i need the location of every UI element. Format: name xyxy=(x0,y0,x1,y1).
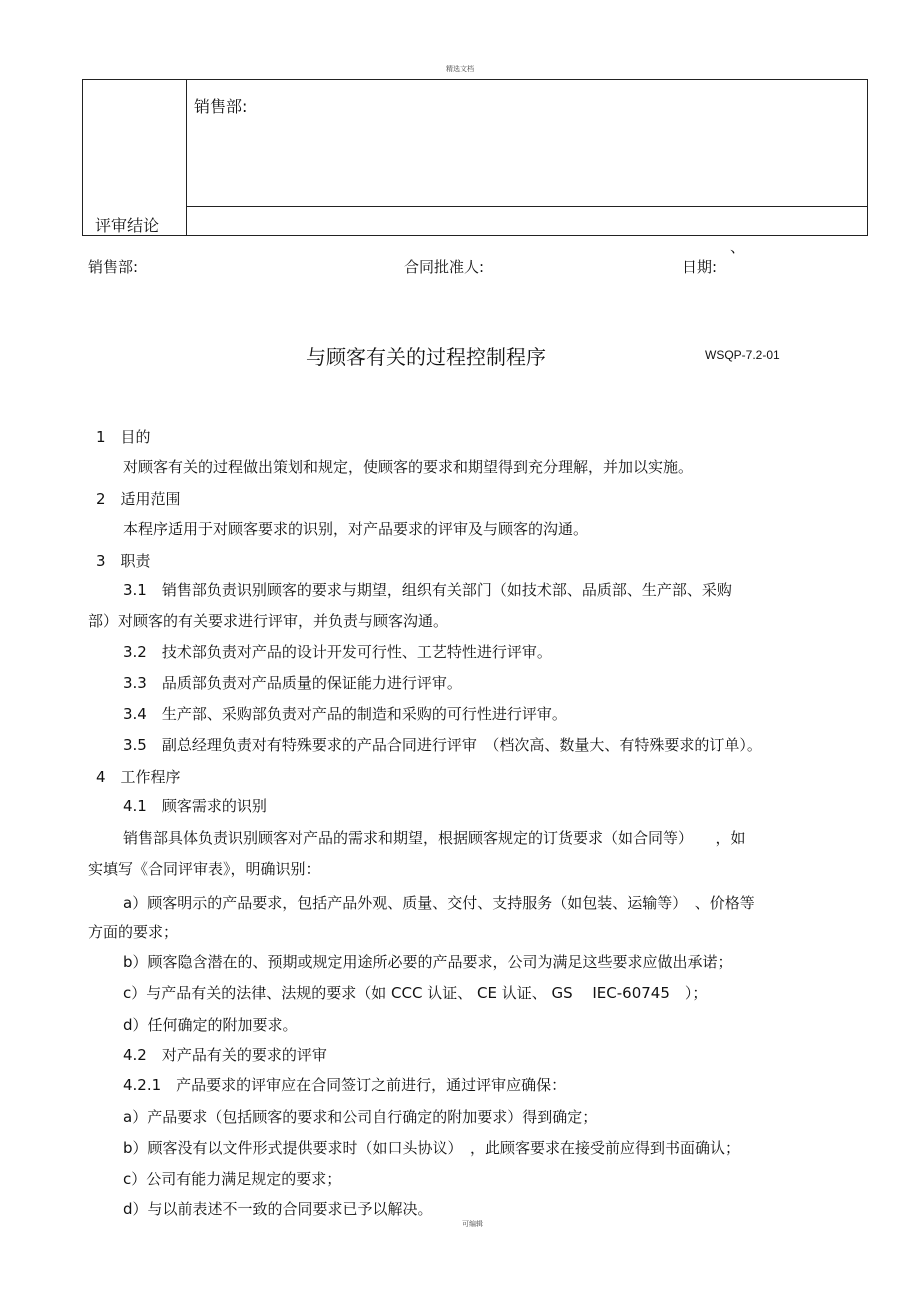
contract-approver-signature: 合同批准人: xyxy=(404,258,485,276)
page-title: 与顾客有关的过程控制程序 xyxy=(306,345,546,369)
subsection-heading: 4.2 对产品有关的要求的评审 xyxy=(123,1046,327,1064)
paragraph-line: 销售部具体负责识别顾客对产品的需求和期望，根据顾客规定的订货要求（如合同等） ，如 xyxy=(123,829,746,847)
sales-dept-signature: 销售部: xyxy=(88,258,139,276)
paragraph-line: 4.2.1 产品要求的评审应在合同签订之前进行，通过评审应确保： xyxy=(123,1076,567,1094)
list-item: a）顾客明示的产品要求，包括产品外观、质量、交付、支持服务（如包装、运输等） 、价格等 xyxy=(123,894,755,912)
punctuation-mark: 、 xyxy=(730,238,746,256)
list-item: a）产品要求（包括顾客的要求和公司自行确定的附加要求）得到确定； xyxy=(123,1108,598,1126)
list-item: b）顾客没有以文件形式提供要求时（如口头协议） ，此顾客要求在接受前应得到书面确认； xyxy=(123,1139,741,1157)
paragraph-line: 本程序适用于对顾客要求的识别，对产品要求的评审及与顾客的沟通。 xyxy=(123,520,589,538)
review-conclusion-label: 评审结论 xyxy=(95,216,160,235)
section-heading: 3 职责 xyxy=(96,552,151,570)
section-heading: 4 工作程序 xyxy=(96,768,181,786)
sales-dept-cell-label: 销售部: xyxy=(194,97,248,116)
subsection-heading: 4.1 顾客需求的识别 xyxy=(123,797,267,815)
list-item: b）顾客隐含潜在的、预期或规定用途所必要的产品要求，公司为满足这些要求应做出承诺； xyxy=(123,953,733,971)
paragraph-line: 3.2 技术部负责对产品的设计开发可行性、工艺特性进行评审。 xyxy=(123,643,552,661)
list-item: c）公司有能力满足规定的要求； xyxy=(123,1170,342,1188)
section-heading: 2 适用范围 xyxy=(96,490,181,508)
list-item: d）与以前表述不一致的合同要求已予以解决。 xyxy=(123,1200,433,1218)
page-footer: 可编辑 xyxy=(462,1220,483,1228)
paragraph-line: 对顾客有关的过程做出策划和规定，使顾客的要求和期望得到充分理解，并加以实施。 xyxy=(123,458,694,476)
list-item: c）与产品有关的法律、法规的要求（如 CCC 认证、 CE 认证、 GS IEC-60745 ）； xyxy=(123,984,708,1002)
paragraph-line: 部）对顾客的有关要求进行评审，并负责与顾客沟通。 xyxy=(88,612,449,630)
list-item: d）任何确定的附加要求。 xyxy=(123,1016,298,1034)
date-field: 日期: xyxy=(682,258,718,276)
paragraph-line: 3.5 副总经理负责对有特殊要求的产品合同进行评审 （档次高、数量大、有特殊要求的订单）。 xyxy=(123,736,762,754)
paragraph-line: 3.3 品质部负责对产品质量的保证能力进行评审。 xyxy=(123,674,462,692)
table-divider xyxy=(186,206,867,207)
section-heading: 1 目的 xyxy=(96,428,151,446)
review-table xyxy=(82,79,868,236)
paragraph-line: 实填写《合同评审表》，明确识别： xyxy=(88,860,321,878)
paragraph-line: 3.1 销售部负责识别顾客的要求与期望，组织有关部门（如技术部、品质部、生产部、采购 xyxy=(123,581,732,599)
page-header: 精选文档 xyxy=(446,65,474,73)
paragraph-line: 方面的要求； xyxy=(88,923,179,941)
paragraph-line: 3.4 生产部、采购部负责对产品的制造和采购的可行性进行评审。 xyxy=(123,705,567,723)
document-code: WSQP-7.2-01 xyxy=(705,348,780,362)
table-divider xyxy=(186,80,187,235)
